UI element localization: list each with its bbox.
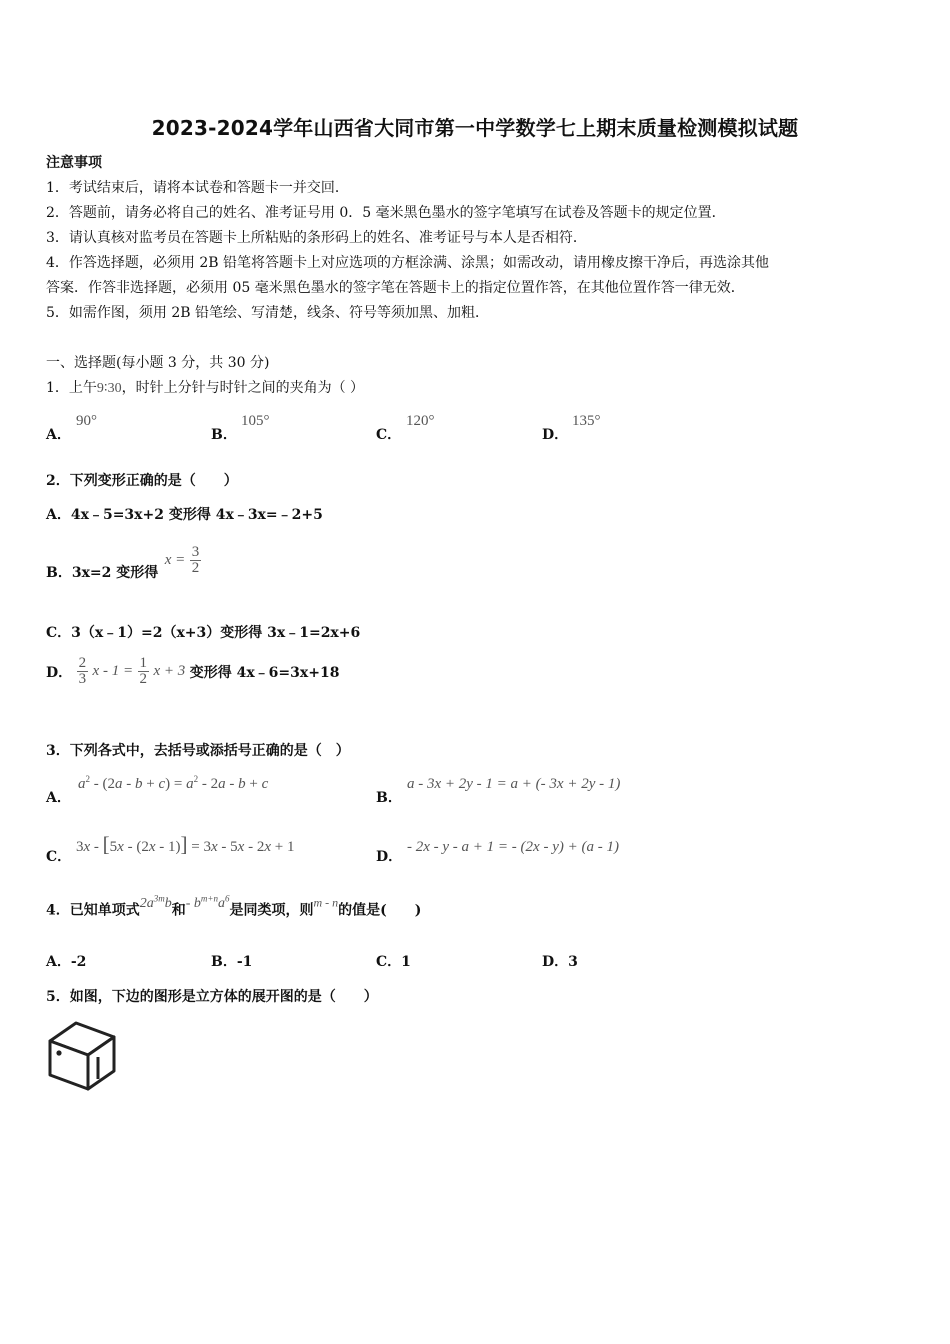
q1-option-b-label: B． xyxy=(211,427,237,443)
q2-d-suffix: 变形得 4x﹣6=3x+18 xyxy=(189,664,340,681)
q4-option-c: C．1 xyxy=(376,954,411,970)
question-4 xyxy=(46,893,421,925)
q3-option-a-expr: $a^2 - (2a - b + c) = a^2 - 2a - b + c$ xyxy=(78,774,269,792)
q4-monomial-2: - $b^{m+n}a^6$ xyxy=(185,893,230,911)
q1-prefix: 1．上午 xyxy=(46,380,97,396)
q3-option-c-label: C． xyxy=(46,849,72,865)
q1-option-a-label: A． xyxy=(46,427,71,443)
q2-option-a: A．4x﹣5=3x+2 变形得 4x﹣3x=﹣2+5 xyxy=(46,507,323,523)
cube-figure xyxy=(46,1015,120,1095)
notice-item: 4．作答选择题，必须用 2B 铅笔将答题卡上对应选项的方框涂满、涂黑；如需改动，请用橡皮擦干净后，再选涂其他 xyxy=(46,255,769,271)
q4-monomial-1: $2a^{3m}b$ xyxy=(139,893,172,911)
q2-d-den-1: 3 xyxy=(78,671,87,687)
q3-option-b-expr: a - 3x + 2y - 1 = a + (- 3x + 2y - 1) xyxy=(407,776,621,792)
q4-mid2: 是同类项，则 xyxy=(229,902,314,919)
q3-option-a-label: A． xyxy=(46,790,71,806)
q1-option-c-label: C． xyxy=(376,427,402,443)
q4-option-b: B．-1 xyxy=(211,954,253,970)
q1-option-b-value: 105° xyxy=(241,413,270,429)
q3-option-d-label: D． xyxy=(376,849,403,865)
q3-option-c-expr: 3x - [5x - (2x - 1)] = 3x - 5x - 2x + 1 xyxy=(76,832,295,856)
q1-option-c-value: 120° xyxy=(406,413,435,429)
q1-suffix: ，时针上分针与时针之间的夹角为（ ） xyxy=(121,380,365,396)
question-1 xyxy=(46,377,364,397)
q2-option-b-label: B．3x=2 变形得 xyxy=(46,565,159,581)
cube-dot-mark xyxy=(56,1050,61,1055)
question-3-stem: 3．下列各式中，去括号或添括号正确的是（ ） xyxy=(46,743,350,759)
q4-suffix: 的值是( ) xyxy=(338,902,422,919)
q3-option-d-expr: - 2x - y - a + 1 = - (2x - y) + (a - 1) xyxy=(407,839,619,855)
q2-b-denominator: 2 xyxy=(191,559,200,576)
q2-d-num-1: 2 xyxy=(78,655,87,671)
q1-option-d-label: D． xyxy=(542,427,569,443)
q4-m-minus-n: m - n xyxy=(313,895,339,910)
q3-option-b-label: B． xyxy=(376,790,402,806)
q2-d-end: x + 3 xyxy=(153,663,186,679)
q2-d-fraction-2 xyxy=(138,656,150,687)
q4-prefix: 4．已知单项式 xyxy=(46,902,140,919)
question-5-stem: 5．如图，下边的图形是立方体的展开图的是（ ） xyxy=(46,989,378,1005)
q4-option-a: A．-2 xyxy=(46,954,87,970)
section-heading: 一、选择题(每小题 3 分，共 30 分) xyxy=(46,355,270,371)
notice-heading: 注意事项 xyxy=(46,155,102,171)
q1-option-a-value: 90° xyxy=(76,413,97,429)
q1-time: 9∶30 xyxy=(96,381,122,396)
notice-item: 5．如需作图，须用 2B 铅笔绘、写清楚，线条、符号等须加黑、加粗． xyxy=(46,305,490,321)
notice-item: 答案．作答非选择题，必须用 05 毫米黑色墨水的签字笔在答题卡上的指定位置作答，在其他位置作答一律无效． xyxy=(46,280,745,296)
q2-d-num-2: 1 xyxy=(139,655,148,671)
q2-b-lhs: x = xyxy=(164,551,186,568)
q2-d-mid: x - 1 = xyxy=(92,663,134,679)
question-2-stem: 2．下列变形正确的是（ ） xyxy=(46,473,238,489)
q4-option-d: D．3 xyxy=(542,954,578,970)
q2-b-numerator: 3 xyxy=(191,543,200,560)
notice-item: 3．请认真核对监考员在答题卡上所粘贴的条形码上的姓名、准考证号与本人是否相符． xyxy=(46,230,587,246)
q2-d-den-2: 2 xyxy=(139,671,148,687)
q4-mid: 和 xyxy=(171,902,186,919)
page-title: 2023-2024学年山西省大同市第一中学数学七上期末质量检测模拟试题 xyxy=(151,116,799,140)
q1-option-d-value: 135° xyxy=(572,413,601,429)
q2-option-b xyxy=(46,538,201,582)
q2-b-fraction xyxy=(190,545,202,576)
q2-d-fraction-1 xyxy=(77,656,89,687)
q2-option-d-label: D． xyxy=(46,664,73,681)
q2-option-d xyxy=(46,656,339,687)
q2-option-c: C．3（x﹣1）=2（x+3）变形得 3x﹣1=2x+6 xyxy=(46,625,361,641)
notice-item: 1．考试结束后，请将本试卷和答题卡一并交回． xyxy=(46,180,349,196)
notice-item: 2．答题前，请务必将自己的姓名、准考证号用 0．5 毫米黑色墨水的签字笔填写在试卷及答题卡的规定位置． xyxy=(46,205,726,221)
